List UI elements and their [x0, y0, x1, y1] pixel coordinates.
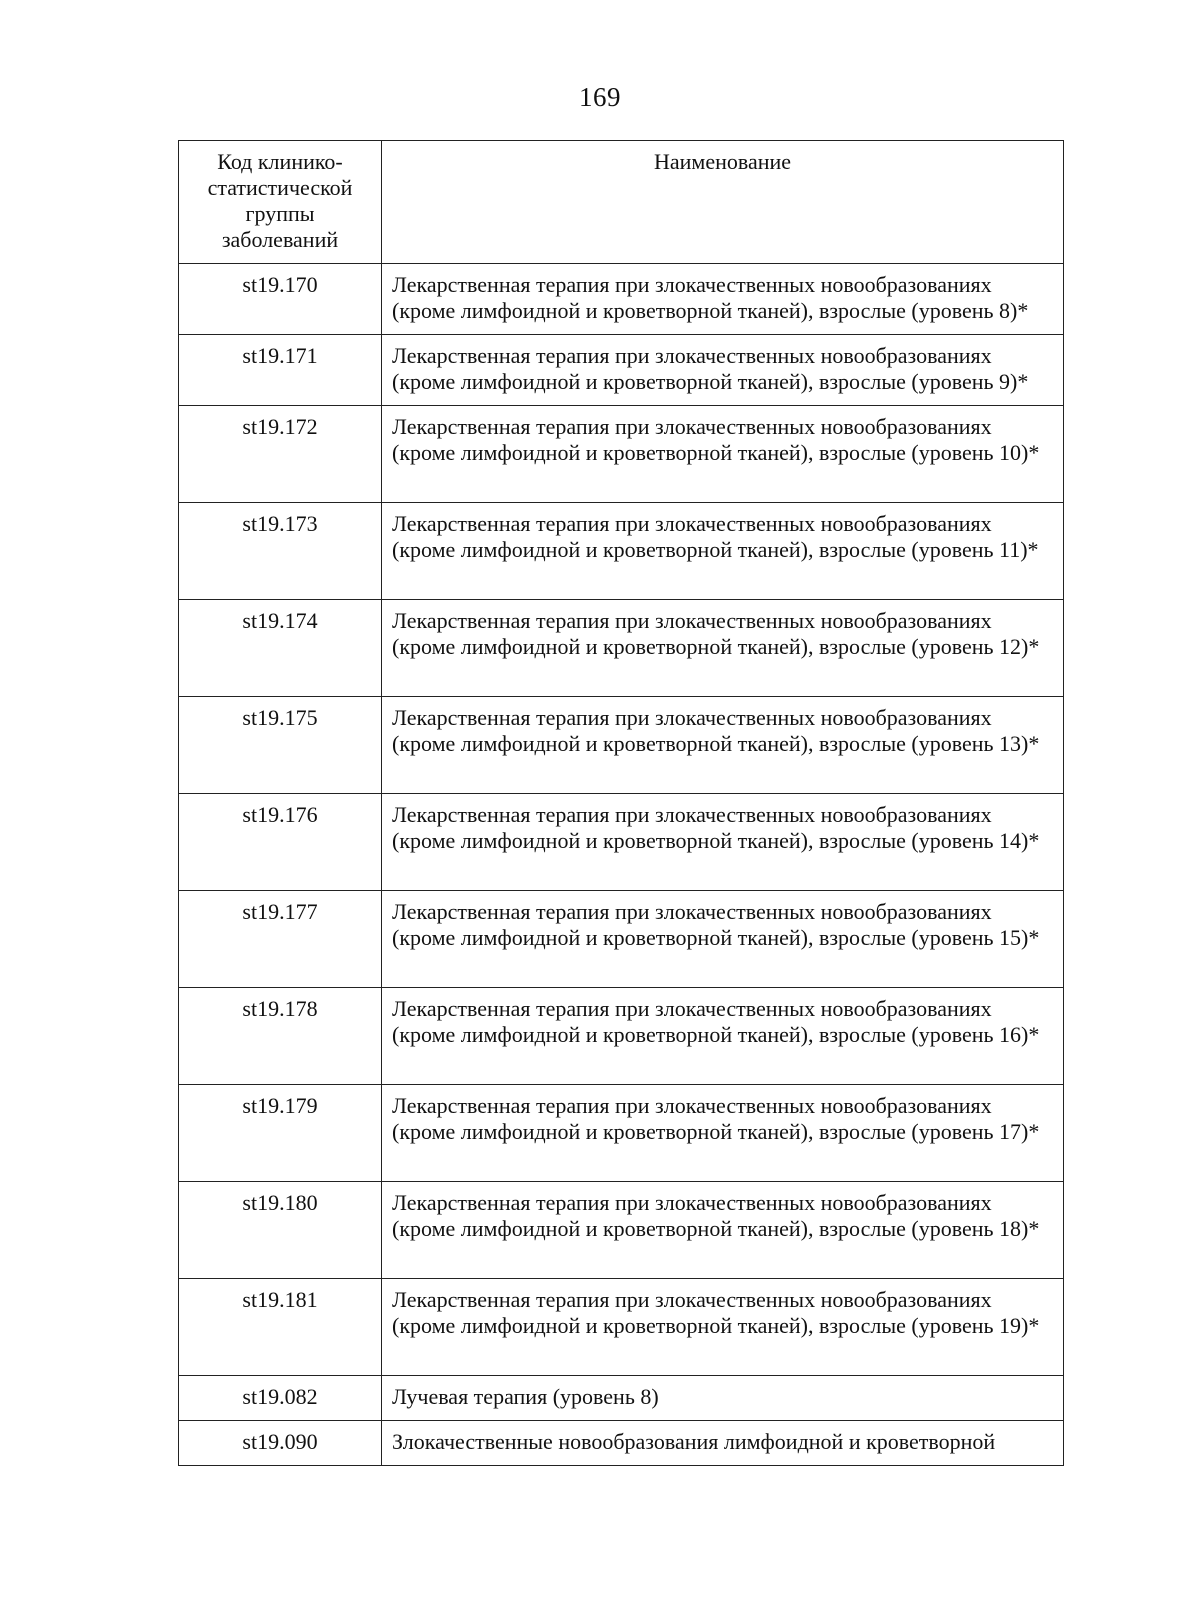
header-code: Код клинико-статистической группы заболеваний — [179, 141, 382, 264]
table-row — [179, 891, 1064, 988]
row-name: Лекарственная терапия при злокачественных новообразованиях (кроме лимфоидной и кроветворной тканей), взрослые (уровень 17)* — [382, 1085, 1064, 1182]
row-code: st19.175 — [179, 697, 382, 794]
row-name: Лучевая терапия (уровень 8) — [382, 1376, 1064, 1421]
row-name: Лекарственная терапия при злокачественных новообразованиях (кроме лимфоидной и кроветворной тканей), взрослые (уровень 10)* — [382, 406, 1064, 503]
table-row — [179, 794, 1064, 891]
row-name: Лекарственная терапия при злокачественных новообразованиях (кроме лимфоидной и кроветворной тканей), взрослые (уровень 11)* — [382, 503, 1064, 600]
row-name: Лекарственная терапия при злокачественных новообразованиях (кроме лимфоидной и кроветворной тканей), взрослые (уровень 14)* — [382, 794, 1064, 891]
table-row — [179, 264, 1064, 335]
row-code: st19.090 — [179, 1421, 382, 1466]
row-name: Лекарственная терапия при злокачественных новообразованиях (кроме лимфоидной и кроветворной тканей), взрослые (уровень 13)* — [382, 697, 1064, 794]
row-name: Лекарственная терапия при злокачественных новообразованиях (кроме лимфоидной и кроветворной тканей), взрослые (уровень 9)* — [382, 335, 1064, 406]
table-row — [179, 1182, 1064, 1279]
table-row — [179, 1279, 1064, 1376]
table-row — [179, 1421, 1064, 1466]
table-row — [179, 335, 1064, 406]
row-name: Лекарственная терапия при злокачественных новообразованиях (кроме лимфоидной и кроветворной тканей), взрослые (уровень 15)* — [382, 891, 1064, 988]
header-name: Наименование — [382, 141, 1064, 264]
row-code: st19.082 — [179, 1376, 382, 1421]
row-name: Лекарственная терапия при злокачественных новообразованиях (кроме лимфоидной и кроветворной тканей), взрослые (уровень 19)* — [382, 1279, 1064, 1376]
row-code: st19.171 — [179, 335, 382, 406]
row-code: st19.174 — [179, 600, 382, 697]
table-body — [179, 264, 1064, 1466]
table-row — [179, 503, 1064, 600]
row-code: st19.181 — [179, 1279, 382, 1376]
table-row — [179, 1085, 1064, 1182]
row-code: st19.179 — [179, 1085, 382, 1182]
row-code: st19.180 — [179, 1182, 382, 1279]
row-name: Лекарственная терапия при злокачественных новообразованиях (кроме лимфоидной и кроветворной тканей), взрослые (уровень 16)* — [382, 988, 1064, 1085]
row-code: st19.177 — [179, 891, 382, 988]
table-row — [179, 988, 1064, 1085]
table-row — [179, 697, 1064, 794]
row-code: st19.176 — [179, 794, 382, 891]
header-row — [179, 141, 1064, 264]
table-row — [179, 600, 1064, 697]
row-code: st19.173 — [179, 503, 382, 600]
row-name: Злокачественные новообразования лимфоидной и кроветворной — [382, 1421, 1064, 1466]
ksg-table — [178, 140, 1064, 1466]
table-row — [179, 406, 1064, 503]
row-name: Лекарственная терапия при злокачественных новообразованиях (кроме лимфоидной и кроветворной тканей), взрослые (уровень 8)* — [382, 264, 1064, 335]
page-number: 169 — [579, 82, 621, 112]
row-code: st19.172 — [179, 406, 382, 503]
row-code: st19.170 — [179, 264, 382, 335]
row-name: Лекарственная терапия при злокачественных новообразованиях (кроме лимфоидной и кроветворной тканей), взрослые (уровень 18)* — [382, 1182, 1064, 1279]
table-header — [179, 141, 1064, 264]
row-name: Лекарственная терапия при злокачественных новообразованиях (кроме лимфоидной и кроветворной тканей), взрослые (уровень 12)* — [382, 600, 1064, 697]
row-code: st19.178 — [179, 988, 382, 1085]
table-row — [179, 1376, 1064, 1421]
